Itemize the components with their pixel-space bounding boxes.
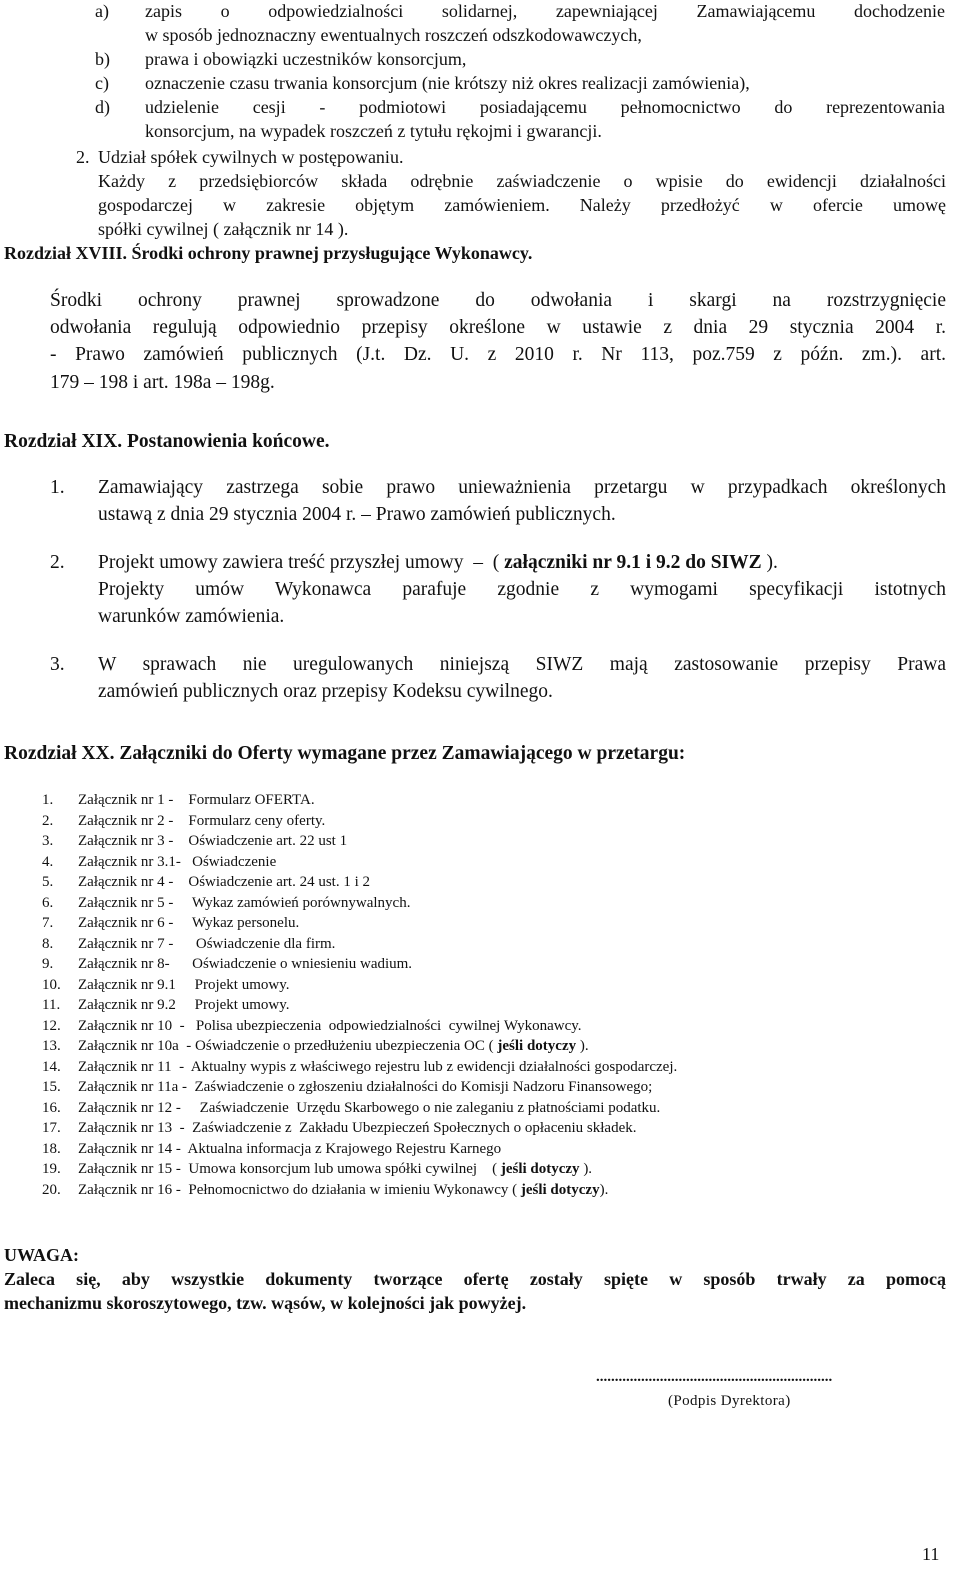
attachment-row: [78, 1117, 637, 1139]
attachment-row: [78, 1076, 652, 1098]
final-item-2-line3: warunków zamówienia.: [98, 606, 285, 627]
attachment-number: 9.: [42, 956, 54, 972]
attachment-text: Załącznik nr 8- Oświadczenie o wniesieniu wadium.: [78, 956, 413, 972]
attachment-row: [78, 933, 335, 955]
attachment-number: 11.: [42, 997, 61, 1013]
page-number: 11: [922, 1544, 940, 1564]
final-item-2-line1: [98, 549, 946, 576]
attachment-row: [78, 1056, 677, 1078]
attachment-text: Załącznik nr 9.2 Projekt umowy.: [78, 997, 290, 1013]
point-2-line2: gospodarczej w zakresie objętym zamówieniem. Należy przedłożyć w ofercie umowę: [98, 195, 946, 215]
list-item-c: oznaczenie czasu trwania konsorcjum (nie krótszy niż okres realizacji zamówienia),: [145, 73, 750, 93]
final-item-1-number: 1.: [50, 477, 65, 498]
attachment-row: [78, 1158, 592, 1180]
note-line1: Zaleca się, aby wszystkie dokumenty tworzące ofertę zostały spięte w sposób trwały za pomocą: [4, 1269, 946, 1289]
attachment-text: Załącznik nr 16 - Pełnomocnictwo do działania w imieniu Wykonawcy (: [78, 1182, 521, 1198]
chapter-18-heading: Rozdział XVIII. Środki ochrony prawnej przysługujące Wykonawcy.: [4, 243, 533, 263]
attachment-number: 4.: [42, 854, 54, 870]
attachment-number: 10.: [42, 977, 61, 993]
final-item-1-line2: ustawą z dnia 29 stycznia 2004 r. – Prawo zamówień publicznych.: [98, 504, 616, 525]
attachment-number: 7.: [42, 915, 54, 931]
attachment-number: 19.: [42, 1161, 61, 1177]
attachment-number: 15.: [42, 1079, 61, 1095]
final-item-3-number: 3.: [50, 654, 65, 675]
attachment-text: Załącznik nr 10a - Oświadczenie o przedłużeniu ubezpieczenia OC (: [78, 1038, 498, 1054]
final-item-2-attachments: załączniki nr 9.1 i 9.2 do SIWZ: [504, 552, 762, 573]
list-item-a-line1: zapis o odpowiedzialności solidarnej, zapewniającej Zamawiającemu dochodzenie: [145, 1, 945, 21]
list-label-d: d): [95, 97, 110, 117]
list-item-d-line1: udzielenie cesji - podmiotowi posiadającemu pełnomocnictwo do reprezentowania: [145, 97, 945, 117]
attachment-row: [78, 892, 410, 914]
attachment-row: [78, 974, 289, 996]
chapter-18-line2: odwołania regulują odpowiednio przepisy określone w ustawie z dnia 29 stycznia 2004 r.: [50, 317, 946, 338]
signature-line: ...............................................................: [596, 1369, 833, 1385]
attachment-row: [78, 810, 325, 832]
attachment-number: 3.: [42, 833, 54, 849]
list-item-b: prawa i obowiązki uczestników konsorcjum,: [145, 49, 467, 69]
attachment-text: Załącznik nr 2 - Formularz ceny oferty.: [78, 813, 326, 829]
chapter-20-heading: Rozdział XX. Załączniki do Oferty wymagane przez Zamawiającego w przetargu:: [4, 743, 686, 764]
attachment-number: 5.: [42, 874, 54, 890]
attachment-text: Załącznik nr 4 - Oświadczenie art. 24 ust. 1 i 2: [78, 874, 370, 890]
attachment-row: [78, 789, 315, 811]
attachment-row: [78, 912, 299, 934]
list-item-d-line2: konsorcjum, na wypadek roszczeń z tytułu rękojmi i gwarancji.: [145, 121, 602, 141]
attachment-text: Załącznik nr 1 - Formularz OFERTA.: [78, 792, 315, 808]
chapter-18-line4: 179 – 198 i art. 198a – 198g.: [50, 372, 275, 393]
attachment-number: 1.: [42, 792, 54, 808]
attachment-number: 6.: [42, 895, 54, 911]
attachment-text: Załącznik nr 14 - Aktualna informacja z Krajowego Rejestru Karnego: [78, 1141, 502, 1157]
attachment-number: 8.: [42, 936, 54, 952]
attachment-end: ).: [576, 1038, 589, 1054]
attachment-row: [78, 871, 370, 893]
list-item-a-line2: w sposób jednoznaczny ewentualnych roszczeń odszkodowawczych,: [145, 25, 642, 45]
point-2-line1: Każdy z przedsiębiorców składa odrębnie zaświadczenie o wpisie do ewidencji działalności: [98, 171, 946, 191]
list-label-c: c): [95, 73, 109, 93]
list-label-b: b): [95, 49, 110, 69]
final-item-1-line1: Zamawiający zastrzega sobie prawo unieważnienia przetargu w przypadkach określonych: [98, 477, 946, 498]
attachment-number: 12.: [42, 1018, 61, 1034]
attachment-row: [78, 1138, 501, 1160]
attachment-text: Załącznik nr 5 - Wykaz zamówień porównywalnych.: [78, 895, 411, 911]
attachment-text: Załącznik nr 7 - Oświadczenie dla firm.: [78, 936, 336, 952]
point-2-title: Udział spółek cywilnych w postępowaniu.: [98, 147, 404, 167]
final-item-3-line2: zamówień publicznych oraz przepisy Kodeksu cywilnego.: [98, 681, 553, 702]
point-2-line3: spółki cywilnej ( załącznik nr 14 ).: [98, 219, 349, 239]
attachment-text: Załącznik nr 13 - Zaświadczenie z Zakładu Ubezpieczeń Społecznych o opłaceniu składek.: [78, 1120, 637, 1136]
note-line2: mechanizmu skoroszytowego, tzw. wąsów, w kolejności jak powyżej.: [4, 1293, 527, 1313]
attachment-row: [78, 830, 347, 852]
attachment-row: [78, 994, 289, 1016]
attachment-end: ).: [579, 1161, 593, 1177]
attachment-number: 14.: [42, 1059, 61, 1075]
attachment-text: Załącznik nr 12 - Zaświadczenie Urzędu Skarbowego o nie zaleganiu z płatnościami podatku.: [78, 1100, 661, 1116]
attachment-text: Załącznik nr 9.1 Projekt umowy.: [78, 977, 290, 993]
attachment-text: Załącznik nr 11 - Aktualny wypis z właściwego rejestru lub z ewidencji działalności gospodarczej.: [78, 1059, 678, 1075]
attachment-text: Załącznik nr 11a - Zaświadczenie o zgłoszeniu działalności do Komisji Nadzoru Finansowego;: [78, 1079, 653, 1095]
chapter-18-line1: Środki ochrony prawnej sprowadzone do odwołania i skargi na rozstrzygnięcie: [50, 290, 946, 311]
attachment-row: [78, 1035, 589, 1057]
attachment-number: 18.: [42, 1141, 61, 1157]
attachment-condition: jeśli dotyczy: [500, 1161, 580, 1177]
final-item-2-end: ).: [761, 552, 778, 573]
final-item-3-line1: W sprawach nie uregulowanych niniejszą SIWZ mają zastosowanie przepisy Prawa: [98, 654, 946, 675]
attachment-condition: jeśli dotyczy: [497, 1038, 577, 1054]
attachment-condition: jeśli dotyczy: [520, 1182, 600, 1198]
list-label-a: a): [95, 1, 109, 21]
final-item-2-text: Projekt umowy zawiera treść przyszłej umowy – (: [98, 552, 505, 573]
signature-caption: (Podpis Dyrektora): [668, 1393, 791, 1409]
attachment-number: 16.: [42, 1100, 61, 1116]
chapter-19-heading: Rozdział XIX. Postanowienia końcowe.: [4, 431, 330, 452]
attachment-row: [78, 1179, 608, 1201]
chapter-18-line3: - Prawo zamówień publicznych (J.t. Dz. U. z 2010 r. Nr 113, poz.759 z późn. zm.). art.: [50, 344, 946, 365]
attachment-row: [78, 953, 412, 975]
note-label: UWAGA:: [4, 1245, 79, 1265]
attachment-number: 20.: [42, 1182, 61, 1198]
final-item-2-number: 2.: [50, 552, 65, 573]
attachment-text: Załącznik nr 10 - Polisa ubezpieczenia odpowiedzialności cywilnej Wykonawcy.: [78, 1018, 582, 1034]
attachment-number: 13.: [42, 1038, 61, 1054]
attachment-row: [78, 851, 276, 873]
attachment-end: ).: [599, 1182, 609, 1198]
point-2-number: 2.: [76, 147, 90, 167]
attachment-text: Załącznik nr 6 - Wykaz personelu.: [78, 915, 300, 931]
attachment-row: [78, 1015, 582, 1037]
attachment-row: [78, 1097, 660, 1119]
attachment-text: Załącznik nr 3.1- Oświadczenie: [78, 854, 277, 870]
attachment-text: Załącznik nr 3 - Oświadczenie art. 22 ust 1: [78, 833, 348, 849]
attachment-number: 17.: [42, 1120, 61, 1136]
final-item-2-line2: Projekty umów Wykonawca parafuje zgodnie z wymogami specyfikacji istotnych: [98, 579, 946, 600]
attachment-text: Załącznik nr 15 - Umowa konsorcjum lub umowa spółki cywilnej (: [78, 1161, 501, 1177]
attachment-number: 2.: [42, 813, 54, 829]
